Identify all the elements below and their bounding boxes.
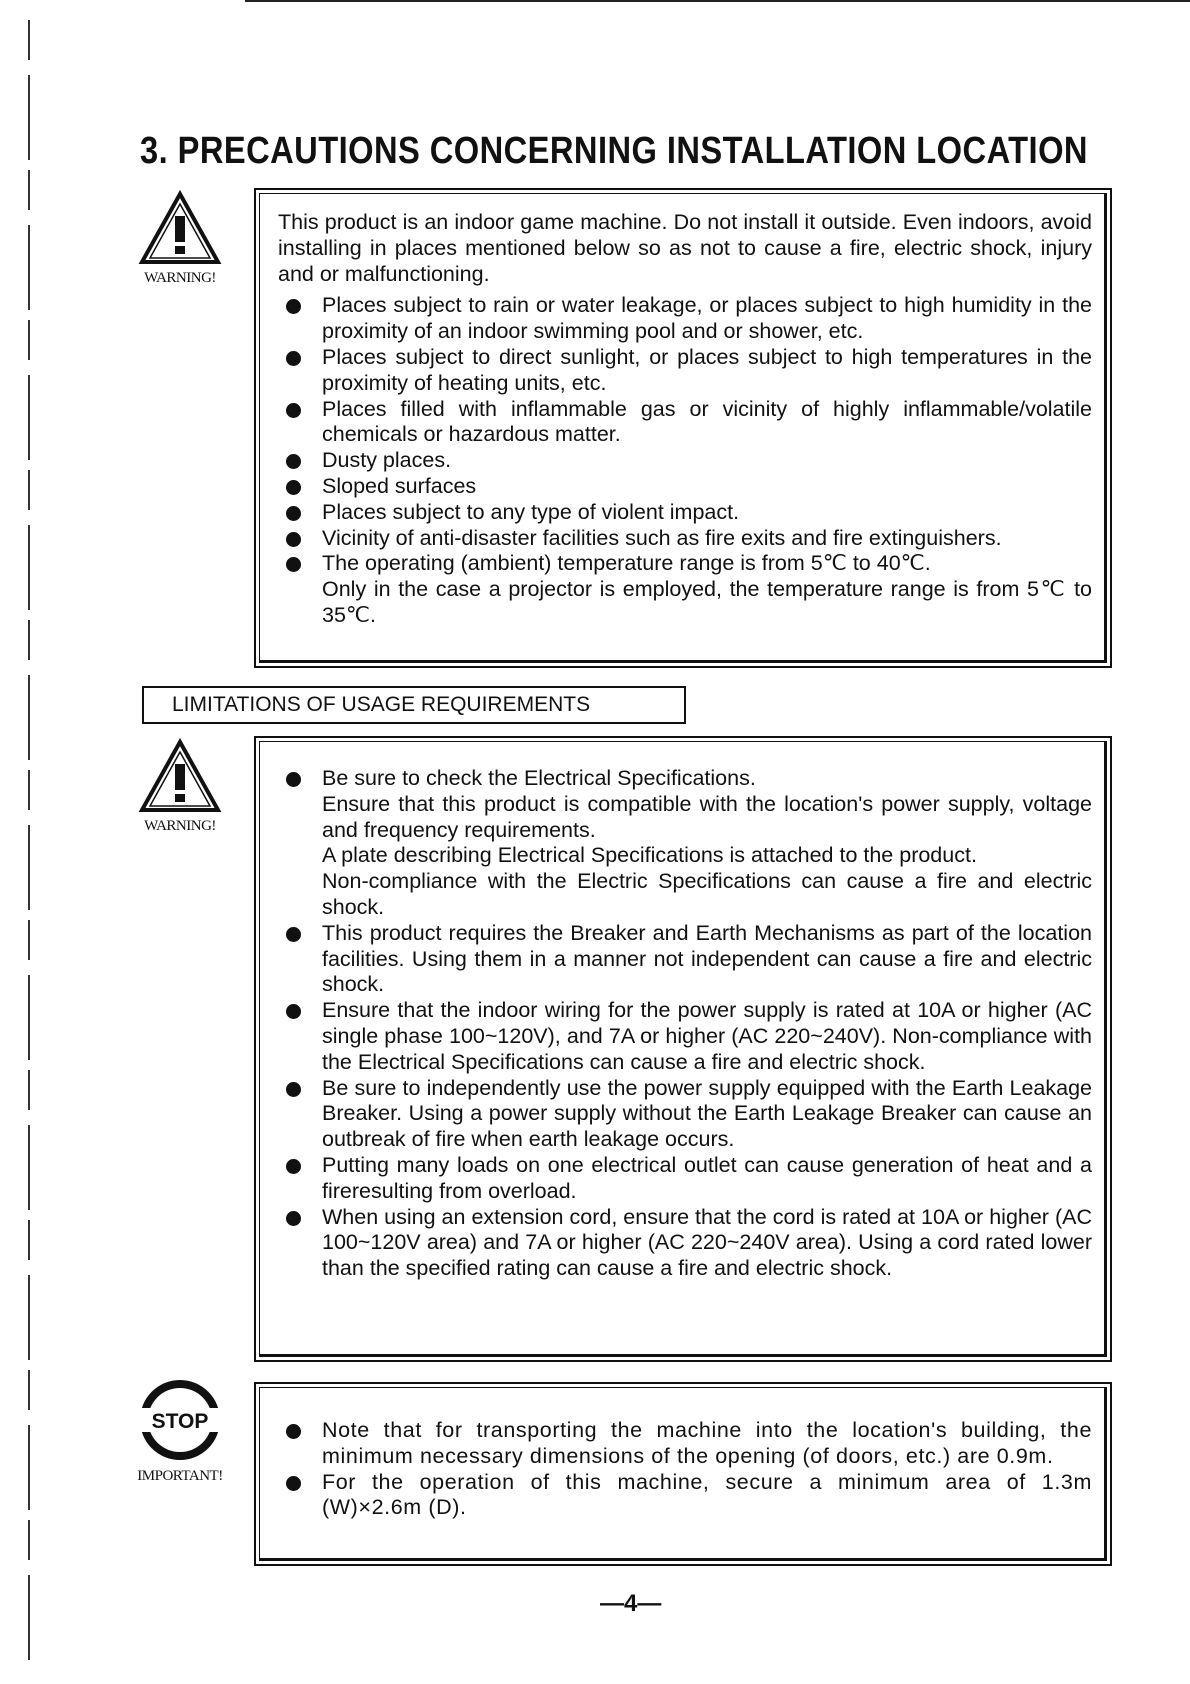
warning-icon-block-2 (130, 738, 230, 835)
list-item: Note that for transporting the machine into the location's building, the minimum necessary dimensions of the opening (of doors, etc.) are 0.9m. (278, 1418, 1092, 1470)
list-item: Sloped surfaces (278, 474, 1092, 500)
transport-notes-list (278, 1418, 1092, 1521)
list-item: Places subject to direct sunlight, or places subject to high temperatures in the proximity of heating units, etc. (278, 345, 1092, 397)
installation-warning-content (278, 210, 1092, 629)
list-item-line: Non-compliance with the Electric Specifications can cause a fire and electric shock. (322, 869, 1092, 919)
list-item-temperature (278, 551, 1092, 628)
list-item: Places subject to any type of violent impact. (278, 500, 1092, 526)
warning-triangle-icon (138, 738, 222, 814)
warning-triangle-icon (138, 190, 222, 266)
stop-icon-block (130, 1376, 230, 1485)
list-item: Places filled with inflammable gas or vicinity of highly inflammable/volatile chemicals or hazardous matter. (278, 397, 1092, 449)
list-item-line: Be sure to check the Electrical Specifications. (322, 766, 756, 790)
page-number: —4— (600, 1590, 662, 1617)
list-item: This product requires the Breaker and Earth Mechanisms as part of the location facilities. Using them in a manner not independent can cause a fire and electric shock. (278, 921, 1092, 998)
electrical-requirements-box (254, 736, 1112, 1362)
transport-notes-box (254, 1382, 1112, 1566)
temperature-range-text: The operating (ambient) temperature range is from 5℃ to 40℃. (322, 551, 931, 576)
stop-sign-icon (136, 1376, 224, 1464)
list-item-electrical-specs (278, 766, 1092, 921)
electrical-requirements-content (278, 766, 1092, 1282)
list-item: Vicinity of anti-disaster facilities such as fire exits and fire extinguishers. (278, 526, 1092, 552)
projector-temperature-note: Only in the case a projector is employed, the temperature range is from 5℃ to 35℃. (322, 577, 1092, 627)
installation-places-list (278, 293, 1092, 628)
list-item: Ensure that the indoor wiring for the power supply is rated at 10A or higher (AC single phase 100~120V), and 7A or higher (AC 220~240V). Non-compliance with the Electrical Specifications can cause a fire and electric shock. (278, 998, 1092, 1075)
transport-notes-content (278, 1418, 1092, 1521)
important-label: IMPORTANT! (137, 1468, 223, 1484)
electrical-requirements-list (278, 766, 1092, 1282)
list-item-line: Ensure that this product is compatible with the location's power supply, voltage and frequency requirements. (322, 791, 1092, 842)
list-item: Putting many loads on one electrical outlet can cause generation of heat and a fireresulting from overload. (278, 1153, 1092, 1205)
list-item: Dusty places. (278, 448, 1092, 474)
list-item: For the operation of this machine, secure a minimum area of 1.3m (W)×2.6m (D). (278, 1470, 1092, 1522)
list-item-line: A plate describing Electrical Specifications is attached to the product. (322, 843, 977, 868)
list-item: Places subject to rain or water leakage, or places subject to high humidity in the proximity of an indoor swimming pool and or shower, etc. (278, 293, 1092, 345)
page-title: 3. PRECAUTIONS CONCERNING INSTALLATION LOCATION (140, 130, 1088, 172)
left-margin-rule (28, 20, 30, 1660)
warning-label: WARNING! (144, 818, 216, 834)
list-item: Be sure to independently use the power supply equipped with the Earth Leakage Breaker. Using a power supply without the Earth Leakage Breaker can cause an outbreak of fire when earth leakage occurs. (278, 1076, 1092, 1153)
warning-icon-block-1 (130, 190, 230, 287)
list-item: When using an extension cord, ensure that the cord is rated at 10A or higher (AC 100~120V area) and 7A or higher (AC 220~240V area). Using a cord rated lower than the specified rating can cause a fire and electric shock. (278, 1205, 1092, 1282)
top-rule (245, 0, 1190, 2)
installation-warning-box (254, 188, 1112, 668)
warning-label: WARNING! (144, 270, 216, 286)
installation-intro: This product is an indoor game machine. Do not install it outside. Even indoors, avoid installing in places mentioned below so as not to cause a fire, electric shock, injury and or malfunctioning. (278, 210, 1092, 286)
stop-sign-text: STOP (151, 1410, 209, 1433)
limitations-section-label: LIMITATIONS OF USAGE REQUIREMENTS (142, 686, 686, 724)
